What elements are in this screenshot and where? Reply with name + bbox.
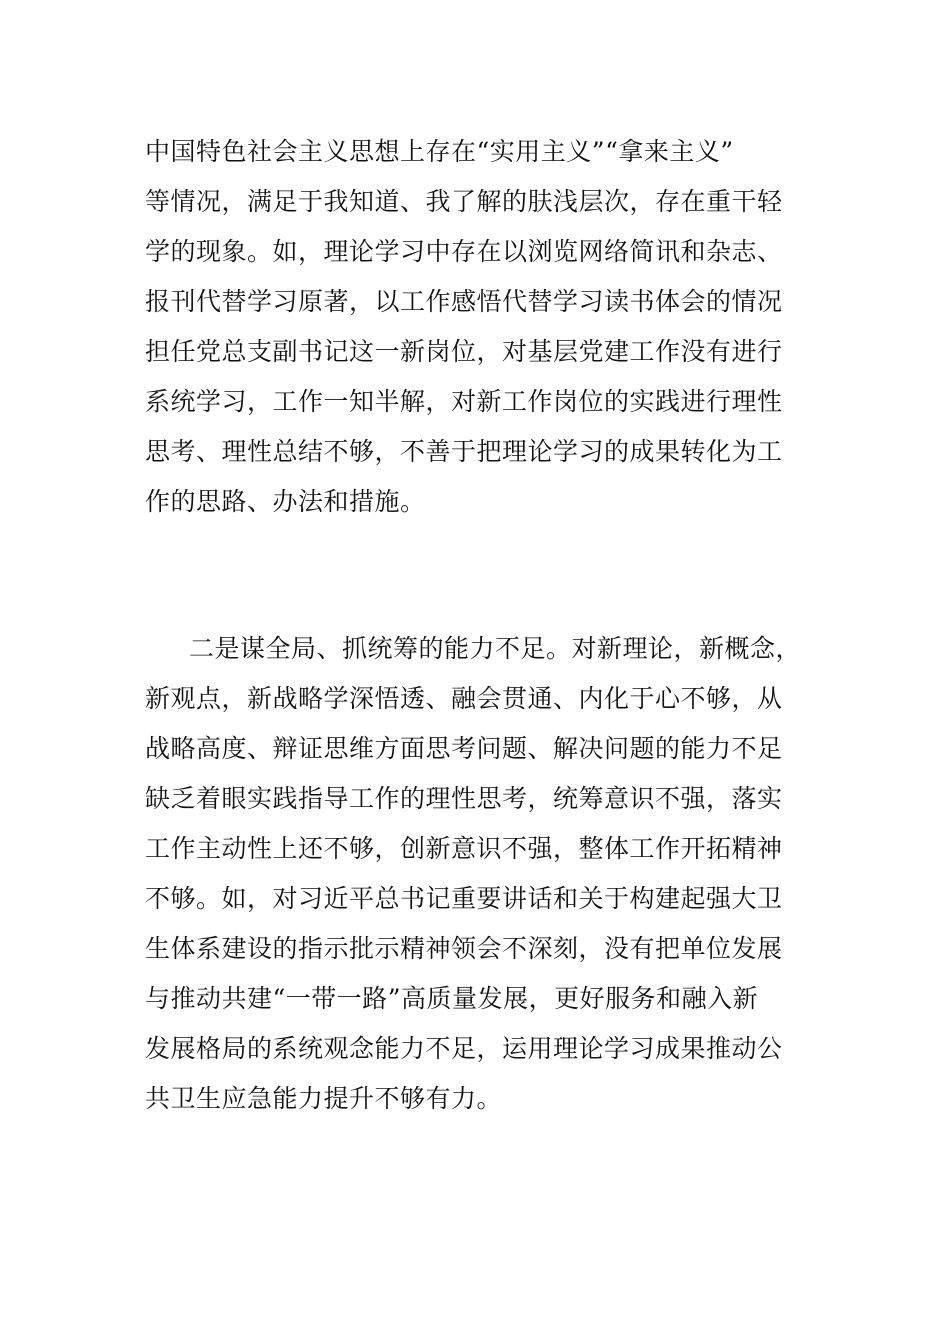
text-line: 学的现象。如，理论学习中存在以浏览网络简讯和杂志、: [145, 237, 783, 266]
text-line: 工作主动性上还不够，创新意识不强，整体工作开拓精神: [145, 834, 783, 863]
text-line: 缺乏着眼实践指导工作的理性思考，统筹意识不强，落实: [145, 784, 783, 813]
paragraph-2: [145, 624, 815, 1124]
paragraph-1: [145, 127, 815, 527]
text-line: 中国特色社会主义思想上存在“实用主义”“拿来主义”: [145, 137, 734, 166]
text-line: 共卫生应急能力提升不够有力。: [145, 1084, 503, 1113]
text-line: 作的思路、办法和措施。: [145, 487, 426, 516]
text-line: 不够。如，对习近平总书记重要讲话和关于构建起强大卫: [145, 884, 783, 913]
text-line: 思考、理性总结不够，不善于把理论学习的成果转化为工: [145, 437, 783, 466]
text-line: 发展格局的系统观念能力不足，运用理论学习成果推动公: [145, 1034, 783, 1063]
text-line: 生体系建设的指示批示精神领会不深刻，没有把单位发展: [145, 934, 783, 963]
text-line: 报刊代替学习原著，以工作感悟代替学习读书体会的情况: [145, 287, 783, 316]
text-line: 战略高度、辩证思维方面思考问题、解决问题的能力不足: [145, 734, 783, 763]
text-line: 新观点，新战略学深悟透、融会贯通、内化于心不够，从: [145, 684, 783, 713]
text-line: 等情况，满足于我知道、我了解的肤浅层次，存在重干轻: [145, 187, 783, 216]
text-line: 系统学习，工作一知半解，对新工作岗位的实践进行理性: [145, 387, 783, 416]
text-line: 与推动共建“一带一路”高质量发展，更好服务和融入新: [145, 984, 759, 1013]
text-line: 二是谋全局、抓统筹的能力不足。对新理论，新概念，: [189, 634, 802, 663]
text-line: 担任党总支副书记这一新岗位，对基层党建工作没有进行: [145, 337, 783, 366]
